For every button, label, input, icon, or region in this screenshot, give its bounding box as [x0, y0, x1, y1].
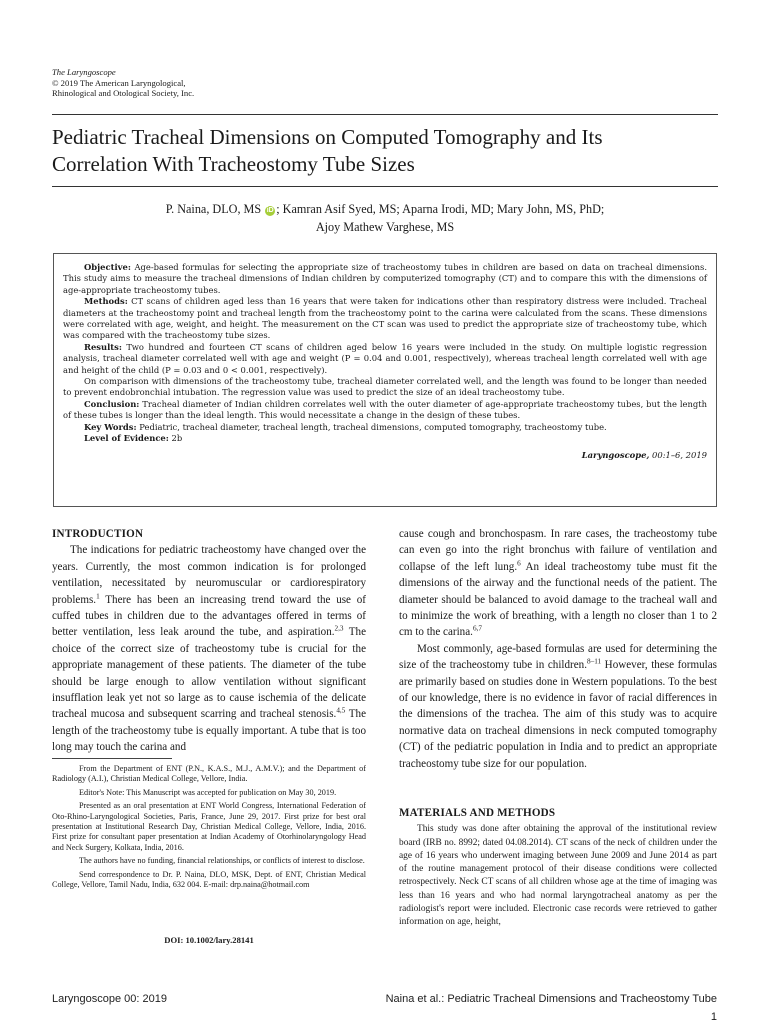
- level-text: 2b: [168, 433, 183, 444]
- affil-text-a: From the Department of ENT (: [79, 764, 189, 773]
- abstract-comparison: On comparison with dimensions of the tracheostomy tube, tracheal diameter correlated well, and the length was found to be longer than needed to prevent endobronchial intubation. The regression value was used to predict the size of an ideal tracheostomy tube.: [63, 376, 707, 398]
- methods-label: Methods:: [84, 296, 128, 307]
- abstract-objective: [63, 262, 707, 296]
- conclusion-text: Tracheal diameter of Indian children correlates well with the outer diameter of age-appropriate tracheostomy tubes, but the length of these tubes is longer than the ideal length. This would necessitate a change in the design of these tubes.: [63, 398, 707, 421]
- affil-text-b: ); and the Department of Radiology (: [52, 764, 366, 784]
- objective-text: Age-based formulas for selecting the appropriate size of tracheostomy tubes in children are based on data on tracheal dimensions. This study aims to measure the tracheal dimensions of Indian children by computerized tomography (CT) and to compare this with the dimensions of age-appropriate tracheostomy tubes.: [63, 262, 707, 295]
- conclusion-label: Conclusion:: [84, 398, 140, 409]
- article-title: [52, 124, 712, 178]
- co-authors: ; Kamran Asif Syed, MS; Aparna Irodi, MD; Mary John, MS, PhD;: [276, 202, 605, 216]
- orcid-icon[interactable]: iD: [266, 207, 274, 214]
- presentation-note: Presented as an oral presentation at ENT World Congress, International Federation of Oto-Rhino-Laryngological Societies, Paris, France, June 29, 2017. First prize for best oral presentation at Institutional Research Day, Christian Medical College, Vellore, India, 2016. First prize for consultant paper presentation at Indian Academy of Otorhinolaryngology Head and Neck Surgery, Kolkata, India, 2016.: [52, 801, 366, 852]
- level-label: Level of Evidence:: [84, 433, 169, 444]
- introduction-paragraph-continued: [399, 526, 717, 641]
- author-list: [52, 200, 718, 236]
- ref-sup[interactable]: 1: [96, 591, 100, 600]
- intro-p2-text-b: However, these formulas are primarily based on studies done in Western populations. To the best of our knowledge, there is no evidence in favor of racial differences in the dimensions of the trachea. The aim of this study was to acquire normative data on tracheal dimensions in neck computed tomography (CT) of the pediatric population in India and to predict an appropriate tracheostomy tube size for our population.: [399, 659, 718, 770]
- introduction-paragraph-2: [399, 641, 717, 772]
- results-label: Results:: [84, 341, 122, 352]
- methods-text: CT scans of children aged less than 16 years that were taken for indications other than respiratory distress were included. Tracheal diameters at the tracheostomy point and tracheal length from the tracheostomy point to the carina were calculated from the scans. These dimensions were correlated with age, weight, and height. The measurement on the CT scan was used to predict the appropriate size of tracheostomy tube, which was compared with the tracheostomy tube sizes.: [63, 296, 707, 341]
- ref-sup[interactable]: 8–11: [586, 657, 602, 666]
- page-number: 1: [710, 1011, 717, 1023]
- introduction-heading: INTRODUCTION: [52, 528, 144, 540]
- intro-cont-text-b: An ideal tracheostomy tube must fit the dimensions of the airway and the functional needs of the patient. The diameter should be balanced to avoid damage to the tracheal wall and to minimize the work of breathing, with a length no closer than 1 to 2 cm to the carina.: [399, 560, 717, 639]
- funding-note: The authors have no funding, financial relationships, or conflicts of interest to disclose.: [79, 856, 365, 866]
- society-line: Rhinological and Otological Society, Inc.: [52, 88, 195, 98]
- copyright-line: © 2019 The American Laryngological,: [52, 77, 186, 88]
- abstract-citation: [63, 450, 707, 461]
- intro-p2-text-a: Most commonly, age-based formulas are used for determining the size of the tracheostomy tube in children.: [399, 642, 717, 672]
- ref-sup[interactable]: 2,3: [334, 624, 344, 633]
- affil-initials-2: A.I.: [90, 774, 104, 784]
- methods-paragraph-1: This study was done after obtaining the approval of the institutional review board (IRB no. 8992; dated 04.08.2014). CT scans of the neck of children under the age of 16 years who underwent imaging between June 2009 and June 2014 as part of the routine management protocol of their disease conditions were collected retrospectively. Neck CT scans of all children whose age at the time of imaging was less than 16 years and who had normal laryngotracheal anatomy as per the radiologist's report were included. Electronic case records were retrieved to gather information on age, height,: [399, 824, 717, 928]
- intro-text-b: There has been an increasing trend toward the use of cuffed tubes in children due to the advantages offered in terms of better ventilation, less leak around the tube, and aspiration.: [52, 593, 366, 639]
- affil-text-c: ), Christian Medical College, Vellore, India.: [103, 774, 248, 784]
- abstract-methods: [63, 296, 707, 342]
- intro-text-d: The length of the tracheostomy tube is equally important. A tube that is too long may touch the carina and: [52, 708, 366, 754]
- objective-label: Objective:: [84, 262, 131, 272]
- methods-heading: MATERIALS AND METHODS: [399, 807, 556, 819]
- correspondence-note: Send correspondence to Dr. P. Naina, DLO, MSK, Dept. of ENT, Christian Medical College, Vellore, Tamil Nadu, India, 632 004. E-mail: drp.naina@hotmail.com: [52, 869, 366, 890]
- top-rule: [52, 114, 718, 115]
- title-line-2: Correlation With Tracheostomy Tube Sizes: [52, 152, 415, 176]
- journal-name: The Laryngoscope: [52, 67, 116, 77]
- intro-text-a: The indications for pediatric tracheostomy have changed over the years. Currently, the most common indication is for prolonged ventilation, necessitated by neuromuscular or cardiorespiratory problems.: [52, 544, 366, 606]
- abstract-conclusion: [63, 399, 707, 422]
- first-author: P. Naina, DLO, MS: [165, 202, 262, 216]
- affil-initials-1: P.N., K.A.S., M.J., A.M.V.: [188, 764, 280, 773]
- abstract-box: [53, 253, 717, 507]
- title-line-1: Pediatric Tracheal Dimensions on Computed Tomography and Its: [52, 125, 603, 149]
- ref-sup[interactable]: 6,7: [472, 624, 482, 633]
- footnote-rule: [52, 758, 172, 759]
- introduction-paragraph-1: [52, 542, 366, 755]
- intro-text-c: The choice of the correct size of tracheostomy tube is crucial for the appropriate management of these patients. The diameter of the tube should be large enough to allow ventilation without significant insufflation leak yet not so large as to cause ischemia of the delicate tracheal mucosa and subsequent scarring and tracheal stenosis.: [52, 626, 366, 721]
- intro-cont-text-a: cause cough and bronchospasm. In rare cases, the tracheostomy tube can even go into the right bronchus with failure of ventilation and collapse of the left lung.: [399, 528, 717, 573]
- footnotes: [52, 764, 366, 893]
- abstract-keywords: [63, 422, 707, 433]
- doi-line[interactable]: DOI: 10.1002/lary.28141: [164, 935, 254, 945]
- footer-running-title: Naina et al.: Pediatric Tracheal Dimensions and Tracheostomy Tube: [385, 993, 717, 1005]
- footer-journal: Laryngoscope 00: 2019: [52, 993, 167, 1005]
- keywords-text: Pediatric, tracheal diameter, tracheal length, tracheal dimensions, computed tomography, tracheostomy tube.: [136, 421, 607, 432]
- abstract-level: [63, 433, 707, 444]
- editor-note: Editor's Note: This Manuscript was accepted for publication on May 30, 2019.: [79, 787, 337, 797]
- title-rule: [52, 186, 718, 187]
- methods-section: [399, 807, 717, 930]
- affiliation-note: [52, 764, 366, 785]
- results-text: Two hundred and fourteen CT scans of children aged below 16 years were included in the study. On multiple logistic regression analysis, tracheal diameter correlated well with age and weight (P = 0.04 and 0.001, respectively), whereas tracheal length correlated well with age and height of the child (P = 0.03 and 0 < 0.001, respectively).: [63, 341, 707, 375]
- keywords-label: Key Words:: [84, 421, 137, 432]
- citation-rest: 00:1–6, 2019: [649, 449, 707, 460]
- ref-sup[interactable]: 6: [517, 559, 521, 568]
- introduction-section: [52, 526, 366, 756]
- abstract-results: [63, 342, 707, 376]
- ref-sup[interactable]: 4,5: [336, 706, 346, 715]
- author-line-2: Ajoy Mathew Varghese, MS: [315, 220, 455, 234]
- journal-header: [52, 67, 194, 99]
- introduction-continued: [399, 526, 717, 772]
- author-line-1: [52, 200, 718, 218]
- citation-journal: Laryngoscope,: [581, 449, 650, 460]
